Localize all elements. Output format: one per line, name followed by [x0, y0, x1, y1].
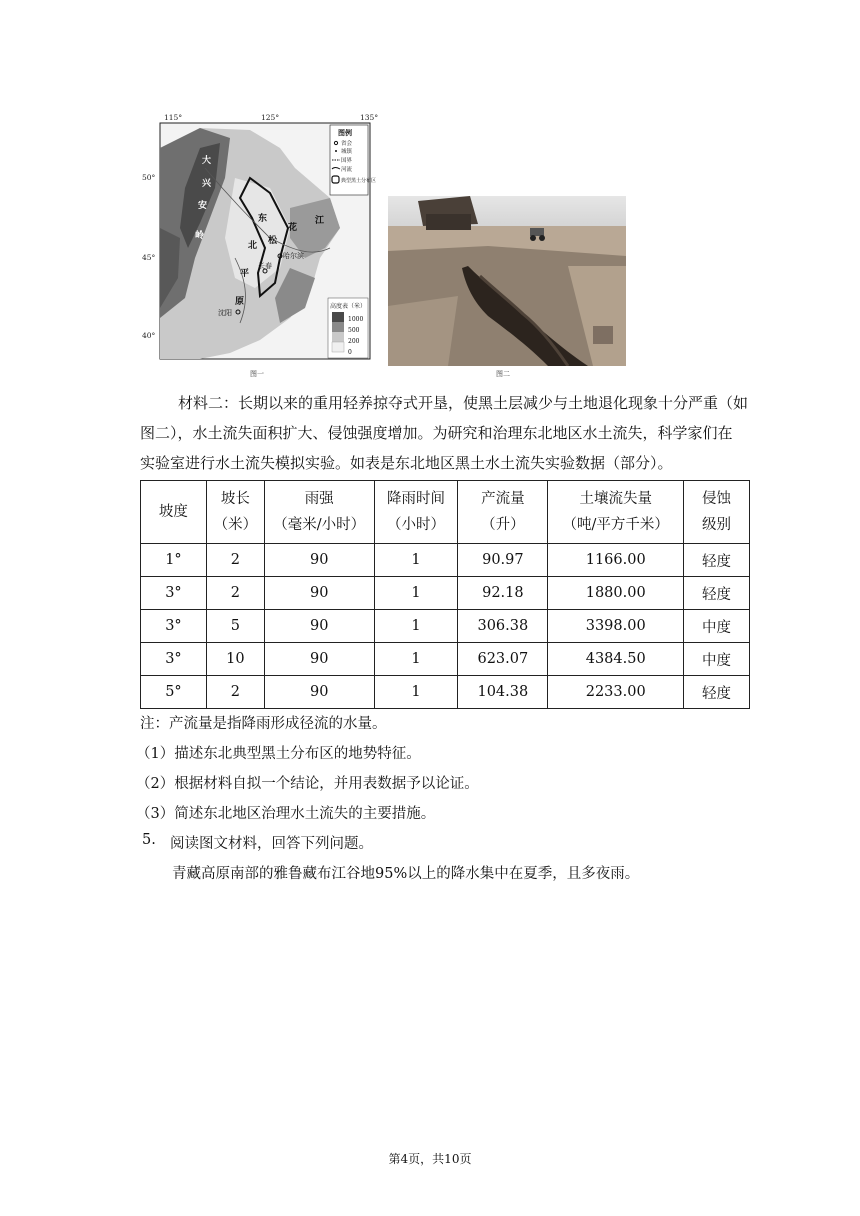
table-cell: 306.38 [458, 610, 548, 643]
table-header-row [141, 481, 750, 544]
erosion-data-table [140, 480, 750, 709]
table-cell: 1 [374, 676, 458, 709]
table-row [141, 577, 750, 610]
legend-item: 河流 [341, 167, 353, 173]
table-cell: 90 [264, 577, 374, 610]
material2-line-1: 材料二：长期以来的重用轻养掠夺式开垦，使黑土层减少与土地退化现象十分严重（如 [178, 394, 749, 412]
map-label: 松 [268, 236, 278, 246]
header-slope: 坡度 [141, 481, 207, 544]
map-label: 北 [248, 241, 258, 251]
table-row [141, 610, 750, 643]
question-5-title: 阅读图文材料，回答下列问题。 [170, 836, 373, 852]
table-cell: 90 [264, 676, 374, 709]
table-cell: 1° [141, 544, 207, 577]
table-cell: 3° [141, 610, 207, 643]
table-cell: 5 [206, 610, 264, 643]
map-label: 大 [202, 156, 212, 166]
table-cell: 轻度 [684, 676, 750, 709]
lon-label: 125° [261, 113, 280, 122]
map-label: 平 [240, 269, 250, 279]
table-cell: 2 [206, 544, 264, 577]
city-label: 长春 [258, 262, 272, 270]
table-cell: 92.18 [458, 577, 548, 610]
table-cell: 104.38 [458, 676, 548, 709]
erosion-gully-photo [388, 196, 626, 366]
elevation-tick: 500 [348, 327, 360, 334]
northeast-china-map [140, 108, 380, 380]
table-cell: 623.07 [458, 643, 548, 676]
map-label: 安 [198, 201, 208, 211]
elevation-tick: 200 [348, 338, 360, 345]
question-3: （3）简述东北地区治理水土流失的主要措施。 [136, 806, 436, 822]
map-label: 花 [288, 223, 298, 233]
question-5-text: 青藏高原南部的雅鲁藏布江谷地95%以上的降水集中在夏季，且多夜雨。 [172, 866, 640, 882]
table-cell: 中度 [684, 610, 750, 643]
city-label: 哈尔滨 [283, 252, 304, 260]
lat-label: 50° [142, 173, 156, 182]
table-cell: 90 [264, 643, 374, 676]
header-slope-length: 坡长 （米） [206, 481, 264, 544]
table-cell: 3° [141, 577, 207, 610]
figure-2-photo [388, 196, 626, 378]
question-5-number: 5. [142, 832, 156, 848]
map-label: 江 [315, 216, 325, 226]
page-footer: 第4页，共10页 [388, 1152, 472, 1166]
header-rain-intensity: 雨强 （毫米/小时） [264, 481, 374, 544]
map-label: 兴 [202, 179, 212, 189]
header-erosion-level: 侵蚀 级别 [684, 481, 750, 544]
table-cell: 10 [206, 643, 264, 676]
table-cell: 3° [141, 643, 207, 676]
figure-1-caption: 图一 [250, 370, 264, 378]
table-cell: 1 [374, 577, 458, 610]
lat-label: 40° [142, 331, 156, 340]
table-cell: 1 [374, 610, 458, 643]
table-cell: 5° [141, 676, 207, 709]
legend-item: 典型黑土分布区 [341, 178, 377, 184]
table-cell: 90.97 [458, 544, 548, 577]
figure-2-caption: 图二 [496, 370, 510, 378]
legend-item: 国界 [341, 158, 353, 164]
table-cell: 4384.50 [548, 643, 684, 676]
table-row [141, 643, 750, 676]
map-label: 岭 [195, 231, 205, 241]
header-soil-loss: 土壤流失量 （吨/平方千米） [548, 481, 684, 544]
header-runoff: 产流量 （升） [458, 481, 548, 544]
table-cell: 中度 [684, 643, 750, 676]
elevation-tick: 0 [348, 349, 352, 356]
table-cell: 90 [264, 610, 374, 643]
header-rain-duration: 降雨时间 （小时） [374, 481, 458, 544]
map-label: 东 [258, 214, 268, 224]
map-label: 原 [235, 297, 245, 307]
city-label: 沈阳 [218, 309, 232, 317]
table-cell: 3398.00 [548, 610, 684, 643]
table-cell: 1 [374, 544, 458, 577]
elevation-title: 高度表（米） [330, 303, 367, 310]
material2-line-3: 实验室进行水土流失模拟实验。如表是东北地区黑土水土流失实验数据（部分）。 [140, 454, 673, 472]
lon-label: 115° [164, 113, 183, 122]
figure-1-map [140, 108, 380, 380]
material2-line-2: 图二），水土流失面积扩大、侵蚀强度增加。为研究和治理东北地区水土流失，科学家们在 [140, 424, 733, 442]
table-cell: 1166.00 [548, 544, 684, 577]
table-cell: 1880.00 [548, 577, 684, 610]
table-cell: 2233.00 [548, 676, 684, 709]
legend-item: 省会 [341, 141, 353, 147]
table-row [141, 676, 750, 709]
table-note: 注：产流量是指降雨形成径流的水量。 [140, 716, 387, 732]
legend-title: 图例 [338, 128, 352, 137]
table-cell: 轻度 [684, 577, 750, 610]
elevation-tick: 1000 [348, 316, 364, 323]
question-1: （1）描述东北典型黑土分布区的地势特征。 [136, 746, 421, 762]
legend-item: 城镇 [341, 149, 353, 155]
table-cell: 1 [374, 643, 458, 676]
table-cell: 2 [206, 676, 264, 709]
table-cell: 90 [264, 544, 374, 577]
lat-label: 45° [142, 253, 156, 262]
table-cell: 2 [206, 577, 264, 610]
table-cell: 轻度 [684, 544, 750, 577]
lon-label: 135° [360, 113, 379, 122]
question-2: （2）根据材料自拟一个结论，并用表数据予以论证。 [136, 776, 479, 792]
table-row [141, 544, 750, 577]
